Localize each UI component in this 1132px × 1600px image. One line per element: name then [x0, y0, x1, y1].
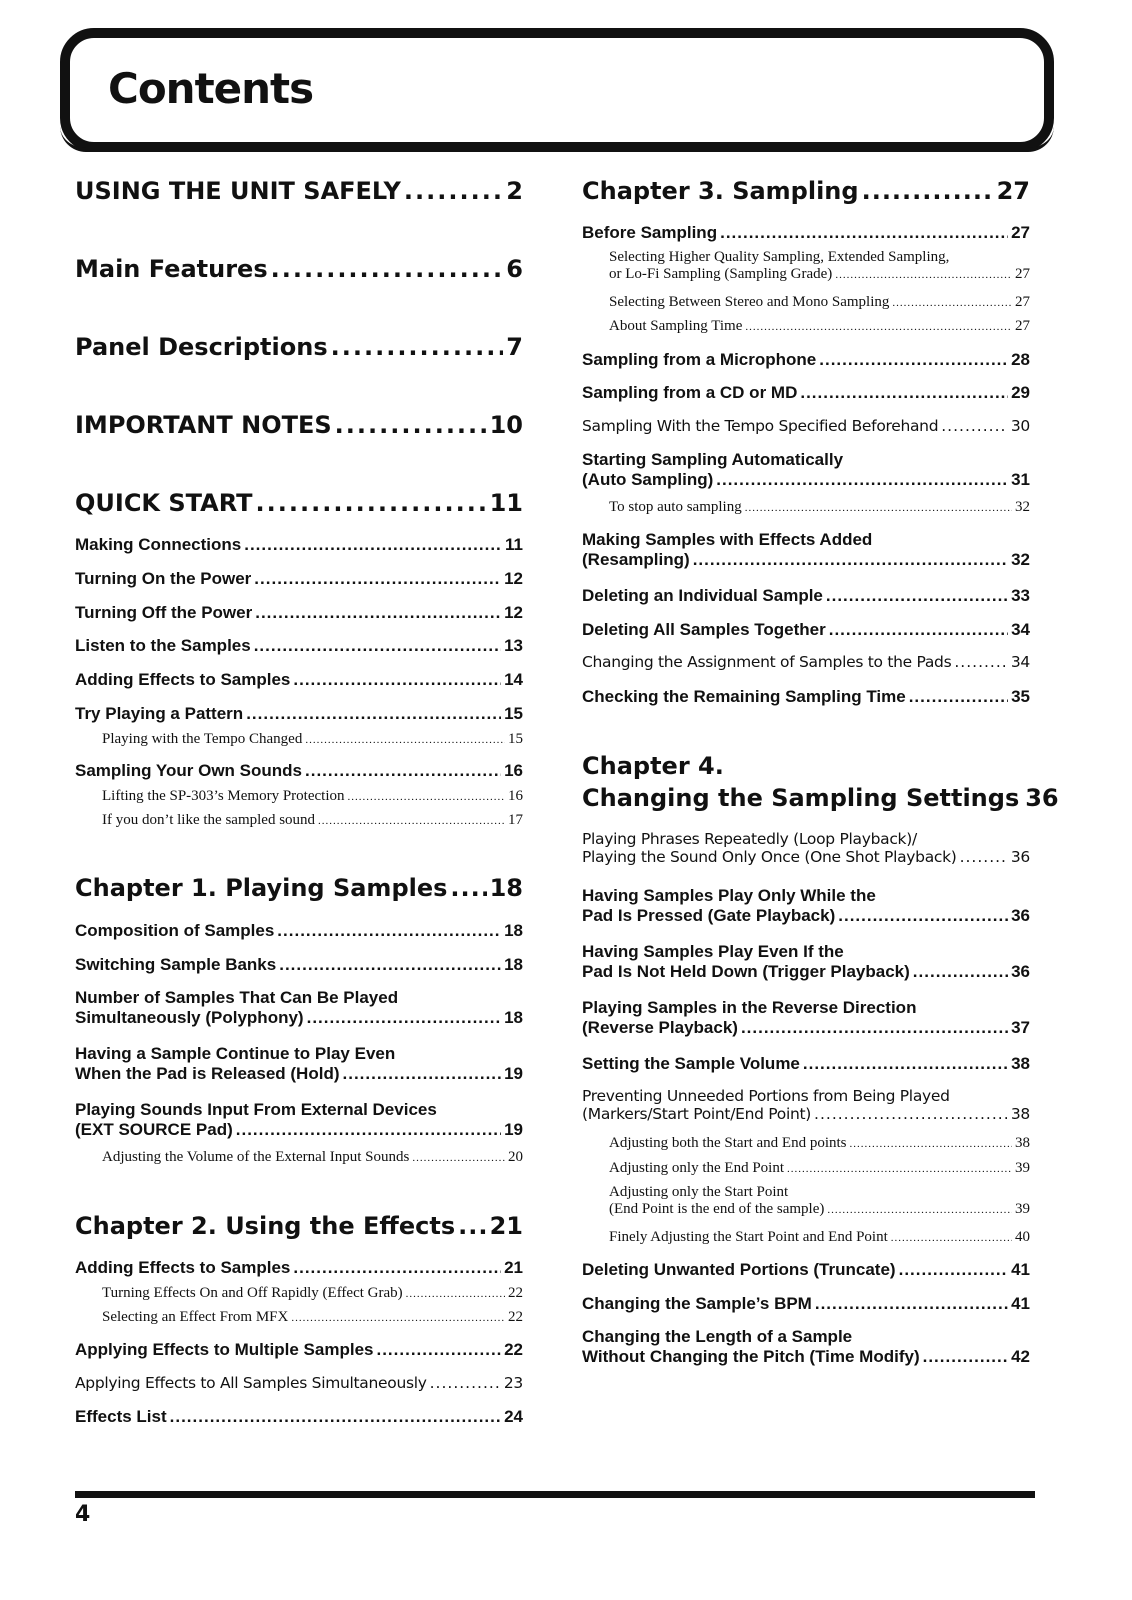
page-number: 4 [75, 1502, 91, 1527]
entry-title-line1: Having Samples Play Only While the [582, 886, 876, 905]
entry-title: (EXT SOURCE Pad) [75, 1120, 233, 1139]
toc-subentry[interactable] [582, 1160, 1030, 1177]
entry-page: 27 [1015, 294, 1030, 310]
entry-page: 12 [504, 569, 523, 588]
entry-title: Finely Adjusting the Start Point and End Point [609, 1229, 888, 1245]
entry-title: Simultaneously (Polyphony) [75, 1008, 304, 1027]
entry-title: Adjusting the Volume of the External Input Sounds [102, 1149, 410, 1165]
toc-entry[interactable] [75, 1258, 523, 1278]
entry-title: Before Sampling [582, 223, 718, 242]
entry-title: Sampling from a Microphone [582, 350, 817, 369]
entry-page: 30 [1010, 417, 1030, 435]
entry-title: IMPORTANT NOTES [75, 411, 332, 439]
toc-entry[interactable] [75, 333, 523, 361]
entry-page: 15 [504, 704, 523, 723]
entry-title: or Lo-Fi Sampling (Sampling Grade) [609, 266, 833, 282]
entry-title: Playing the Sound Only Once (One Shot Playback) [582, 848, 957, 866]
entry-page: 37 [1011, 1018, 1030, 1037]
entry-title: (Resampling) [582, 550, 690, 569]
toc-subentry[interactable] [582, 1184, 1030, 1218]
entry-title-line1: Having a Sample Continue to Play Even [75, 1044, 396, 1063]
entry-page: 38 [1010, 1105, 1030, 1123]
entry-title: Deleting All Samples Together [582, 620, 826, 639]
entry-page: 16 [508, 788, 523, 804]
entry-title-line1: Playing Phrases Repeatedly (Loop Playback)/ [582, 830, 917, 848]
toc-entry[interactable] [582, 1327, 1030, 1367]
entry-title-line1: Selecting Higher Quality Sampling, Extended Sampling, [609, 249, 950, 265]
entry-page: 36 [1025, 784, 1059, 812]
entry-title-line1: Playing Sounds Input From External Devices [75, 1100, 437, 1119]
toc-entry[interactable] [75, 255, 523, 283]
entry-page: 42 [1011, 1347, 1030, 1366]
entry-title: Chapter 3. Sampling [582, 177, 859, 205]
entry-title-line1: Preventing Unneeded Portions from Being Played [582, 1087, 950, 1105]
toc-entry[interactable] [75, 1044, 523, 1084]
entry-page: 21 [489, 1212, 523, 1240]
toc-subentry[interactable] [75, 731, 523, 748]
entry-page: 36 [1011, 906, 1030, 925]
entry-title: Main Features [75, 255, 268, 283]
entry-page: 18 [504, 955, 523, 974]
entry-title: Adjusting both the Start and End points [609, 1135, 847, 1151]
entry-title: Selecting Between Stereo and Mono Sampling [609, 294, 890, 310]
entry-title: Adding Effects to Samples [75, 670, 291, 689]
footer-rule [75, 1491, 1035, 1498]
entry-page: 27 [1011, 223, 1030, 242]
entry-title: Pad Is Not Held Down (Trigger Playback) [582, 962, 910, 981]
entry-page: 36 [1010, 848, 1030, 866]
entry-title: When the Pad is Released (Hold) [75, 1064, 340, 1083]
entry-page: 2 [506, 177, 523, 205]
entry-title: Lifting the SP-303’s Memory Protection [102, 788, 345, 804]
entry-title-line1: Playing Samples in the Reverse Direction [582, 998, 917, 1017]
entry-title: (End Point is the end of the sample) [609, 1201, 825, 1217]
toc-chapter[interactable] [75, 874, 523, 902]
entry-page: 22 [508, 1285, 523, 1301]
entry-title-line1: Adjusting only the Start Point [609, 1184, 789, 1200]
entry-title: Chapter 1. Playing Samples [75, 874, 448, 902]
entry-title: Sampling With the Tempo Specified Beforehand [582, 417, 939, 435]
toc-entry[interactable] [582, 830, 1030, 866]
toc-entry[interactable] [582, 586, 1030, 606]
entry-page: 22 [504, 1340, 523, 1359]
entry-title: Pad Is Pressed (Gate Playback) [582, 906, 836, 925]
page-title: Contents [108, 64, 314, 113]
toc-entry[interactable] [75, 921, 523, 941]
entry-page: 38 [1015, 1135, 1030, 1151]
entry-title: Without Changing the Pitch (Time Modify) [582, 1347, 920, 1366]
toc-entry[interactable] [75, 761, 523, 781]
toc-entry[interactable] [75, 1374, 523, 1392]
entry-page: 41 [1011, 1294, 1030, 1313]
entry-title: Turning Effects On and Off Rapidly (Effect Grab) [102, 1285, 403, 1301]
entry-page: 38 [1011, 1054, 1030, 1073]
toc-subentry[interactable] [75, 1309, 523, 1326]
entry-page: 29 [1011, 383, 1030, 402]
entry-title: Composition of Samples [75, 921, 275, 940]
entry-page: 27 [996, 177, 1030, 205]
entry-page: 13 [504, 636, 523, 655]
toc-subentry[interactable] [75, 812, 523, 829]
entry-page: 19 [504, 1120, 523, 1139]
toc-entry[interactable] [75, 988, 523, 1028]
entry-title: Adjusting only the End Point [609, 1160, 785, 1176]
entry-title: Making Connections [75, 535, 242, 554]
entry-title: Changing the Assignment of Samples to the Pads [582, 653, 952, 671]
entry-title-line1: Starting Sampling Automatically [582, 450, 844, 469]
toc-chapter[interactable] [75, 1212, 523, 1240]
toc-entry[interactable] [75, 1100, 523, 1140]
toc-entry[interactable] [582, 998, 1030, 1038]
entry-page: 12 [504, 603, 523, 622]
toc-entry[interactable] [75, 535, 523, 555]
toc-entry[interactable] [582, 417, 1030, 435]
toc-entry[interactable] [582, 942, 1030, 982]
entry-title-line1: Number of Samples That Can Be Played [75, 988, 399, 1007]
toc-subentry[interactable] [582, 1229, 1030, 1246]
entry-page: 27 [1015, 266, 1030, 282]
toc-entry[interactable] [75, 1407, 523, 1427]
entry-title: QUICK START [75, 489, 253, 517]
toc-entry[interactable] [75, 603, 523, 623]
toc-subentry[interactable] [582, 249, 1030, 283]
entry-title: (Auto Sampling) [582, 470, 714, 489]
entry-page: 16 [504, 761, 523, 780]
toc-chapter[interactable] [582, 784, 1059, 812]
entry-title: Deleting Unwanted Portions (Truncate) [582, 1260, 896, 1279]
entry-page: 6 [506, 255, 523, 283]
entry-page: 34 [1010, 653, 1030, 671]
entry-title: About Sampling Time [609, 318, 743, 334]
entry-title: Applying Effects to Multiple Samples [75, 1340, 374, 1359]
toc-entry[interactable] [75, 177, 523, 205]
toc-subentry[interactable] [582, 499, 1030, 516]
entry-title: Applying Effects to All Samples Simultaneously [75, 1374, 427, 1392]
entry-page: 15 [508, 731, 523, 747]
toc-subentry[interactable] [75, 1285, 523, 1302]
entry-page: 7 [506, 333, 523, 361]
toc-entry[interactable] [582, 1054, 1030, 1074]
toc-entry[interactable] [75, 1340, 523, 1360]
entry-page: 39 [1015, 1201, 1030, 1217]
entry-page: 11 [505, 535, 523, 554]
toc-entry[interactable] [582, 886, 1030, 926]
toc-entry[interactable] [582, 450, 1030, 490]
entry-title: Playing with the Tempo Changed [102, 731, 303, 747]
toc-subentry[interactable] [75, 1149, 523, 1166]
toc-subentry[interactable] [582, 318, 1030, 335]
entry-title: Try Playing a Pattern [75, 704, 244, 723]
entry-page: 41 [1011, 1260, 1030, 1279]
entry-title: Changing the Sample’s BPM [582, 1294, 812, 1313]
toc-entry[interactable] [75, 955, 523, 975]
toc-entry[interactable] [582, 620, 1030, 640]
entry-page: 22 [508, 1309, 523, 1325]
entry-page: 19 [504, 1064, 523, 1083]
entry-title-line1: Having Samples Play Even If the [582, 942, 844, 961]
entry-title: USING THE UNIT SAFELY [75, 177, 401, 205]
toc-entry[interactable] [75, 411, 523, 439]
toc-entry[interactable] [582, 530, 1030, 570]
toc-entry[interactable] [582, 350, 1030, 370]
entry-title: Adding Effects to Samples [75, 1258, 291, 1277]
entry-title: Chapter 2. Using the Effects [75, 1212, 456, 1240]
chapter-4-label: Chapter 4. [582, 752, 724, 780]
toc-entry[interactable] [582, 653, 1030, 671]
toc-entry[interactable] [75, 670, 523, 690]
entry-title: Turning Off the Power [75, 603, 253, 622]
entry-page: 39 [1015, 1160, 1030, 1176]
entry-page: 18 [489, 874, 523, 902]
toc-entry[interactable] [75, 636, 523, 656]
toc-subentry[interactable] [75, 788, 523, 805]
entry-page: 21 [504, 1258, 523, 1277]
toc-subentry[interactable] [582, 294, 1030, 311]
toc-subentry[interactable] [582, 1135, 1030, 1152]
toc-entry[interactable] [582, 383, 1030, 403]
entry-page: 28 [1011, 350, 1030, 369]
entry-title: If you don’t like the sampled sound [102, 812, 316, 828]
entry-title: Sampling Your Own Sounds [75, 761, 302, 780]
entry-page: 18 [504, 1008, 523, 1027]
entry-page: 32 [1015, 499, 1030, 515]
entry-title: Setting the Sample Volume [582, 1054, 800, 1073]
entry-page: 27 [1015, 318, 1030, 334]
entry-title: (Markers/Start Point/End Point) [582, 1105, 812, 1123]
entry-title-line1: Changing the Length of a Sample [582, 1327, 853, 1346]
entry-page: 36 [1011, 962, 1030, 981]
entry-page: 40 [1015, 1229, 1030, 1245]
toc-entry[interactable] [75, 704, 523, 724]
toc-chapter[interactable] [582, 177, 1030, 205]
entry-page: 18 [504, 921, 523, 940]
entry-title: Selecting an Effect From MFX [102, 1309, 289, 1325]
toc-entry[interactable] [75, 569, 523, 589]
entry-page: 23 [503, 1374, 523, 1392]
title-box [60, 28, 1054, 152]
entry-title: Turning On the Power [75, 569, 252, 588]
entry-title: Listen to the Samples [75, 636, 251, 655]
entry-page: 14 [504, 670, 523, 689]
entry-page: 17 [508, 812, 523, 828]
entry-page: 11 [489, 489, 523, 517]
entry-title: Changing the Sampling Settings [582, 784, 1020, 812]
entry-title: Deleting an Individual Sample [582, 586, 823, 605]
entry-title: Switching Sample Banks [75, 955, 277, 974]
entry-page: 20 [508, 1149, 523, 1165]
entry-title: (Reverse Playback) [582, 1018, 738, 1037]
entry-page: 35 [1011, 687, 1030, 706]
toc-entry[interactable] [582, 1260, 1030, 1280]
entry-title-line1: Making Samples with Effects Added [582, 530, 873, 549]
entry-page: 33 [1011, 586, 1030, 605]
toc-entry[interactable] [582, 1087, 1030, 1123]
entry-title: Panel Descriptions [75, 333, 328, 361]
entry-page: 34 [1011, 620, 1030, 639]
entry-page: 24 [504, 1407, 523, 1426]
entry-page: 32 [1011, 550, 1030, 569]
entry-title: Effects List [75, 1407, 167, 1426]
toc-entry[interactable] [582, 223, 1030, 243]
entry-page: 10 [489, 411, 523, 439]
toc-entry[interactable] [582, 1294, 1030, 1314]
entry-page: 31 [1011, 470, 1030, 489]
toc-entry[interactable] [582, 687, 1030, 707]
entry-title: Sampling from a CD or MD [582, 383, 798, 402]
entry-title: Checking the Remaining Sampling Time [582, 687, 906, 706]
toc-entry[interactable] [75, 489, 523, 517]
entry-title: To stop auto sampling [609, 499, 742, 515]
